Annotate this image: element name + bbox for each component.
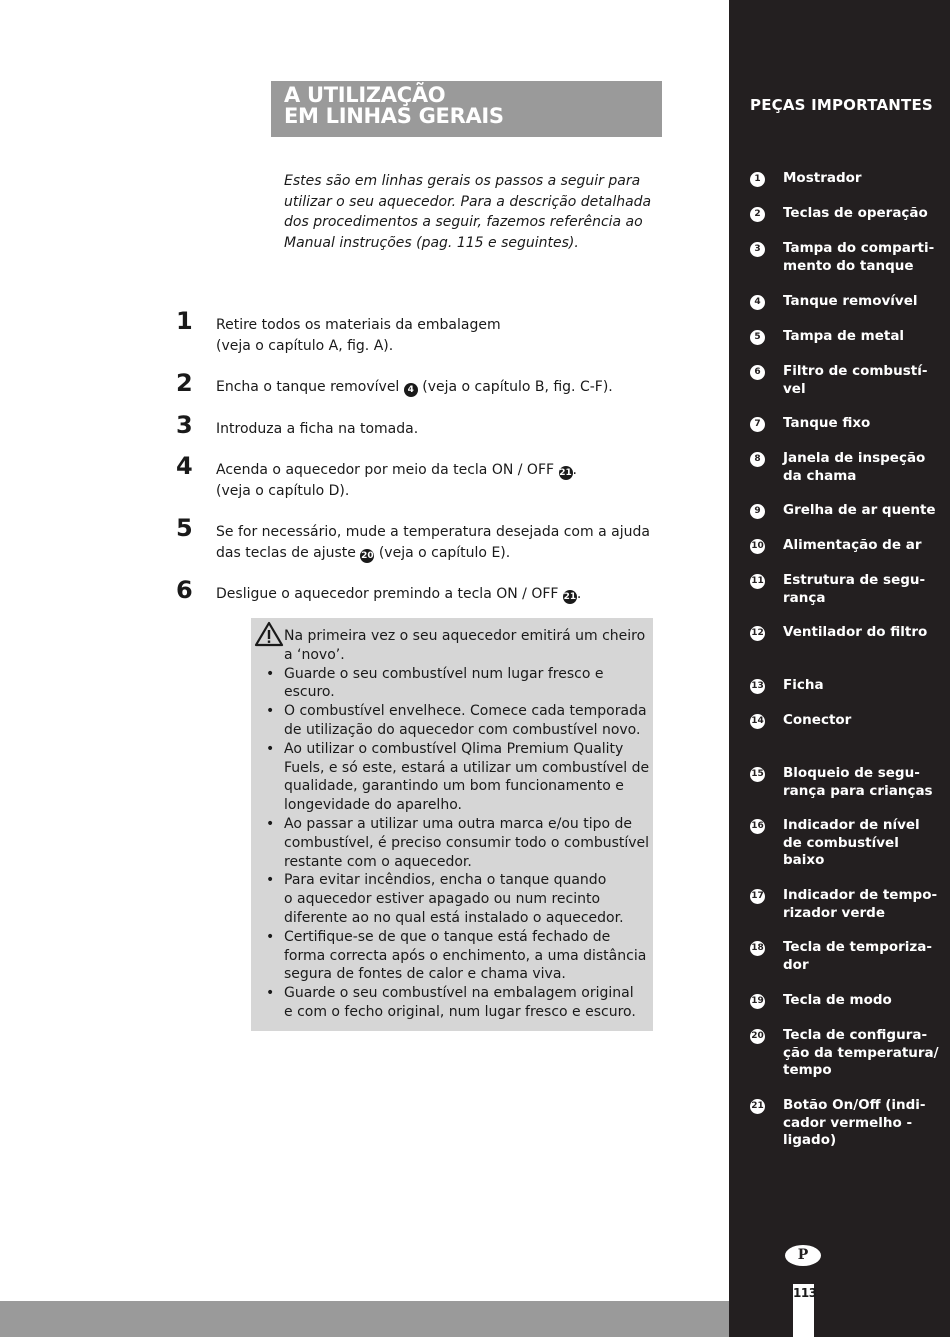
part-number-badge: 9 <box>750 504 765 519</box>
part-number-badge: 16 <box>750 819 765 834</box>
warning-bullet-line: diferente ao no qual está instalado o aquecedor. <box>284 909 624 926</box>
part-label <box>783 992 943 1010</box>
part-label-line: Teclas de operação <box>783 205 928 221</box>
part-reference-badge: 4 <box>404 383 418 397</box>
step-text-segment: Acenda o aquecedor por meio da tecla ON / OFF <box>216 462 555 478</box>
intro-line: dos procedimentos a seguir, fazemos referência ao <box>284 214 643 230</box>
bullet-marker: • <box>266 815 275 832</box>
section-title <box>271 81 662 137</box>
warning-bullet-line: Fuels, e só este, estará a utilizar um combustível de <box>284 759 650 776</box>
warning-bullet-line: de utilização do aquecedor com combustível novo. <box>284 721 641 738</box>
step-text-line: (veja o capítulo D). <box>216 483 350 499</box>
part-reference-badge: 20 <box>361 551 374 561</box>
part-number-badge: 21 <box>750 1099 765 1114</box>
step-text-line <box>216 584 656 605</box>
part-label-line: vel <box>783 380 806 397</box>
bullet-marker: • <box>266 872 275 889</box>
warning-bullet-item <box>263 984 644 1022</box>
warning-bullet-item <box>263 815 650 871</box>
part-label <box>783 363 943 398</box>
part-label <box>783 624 943 642</box>
step-3 <box>0 411 700 463</box>
step-number: 6 <box>176 576 193 604</box>
part-label-line: Conector <box>783 712 852 728</box>
warning-bullet-line: Para evitar incêndios, encha o tanque quando <box>284 872 607 889</box>
part-label <box>783 712 943 730</box>
part-label <box>783 817 943 870</box>
warning-bullet-line: combustível, é preciso consumir todo o combustível <box>284 834 650 851</box>
step-text-segment: Desligue o aquecedor premindo a tecla ON / OFF <box>216 586 559 602</box>
warning-lead-line: a ‘novo’. <box>284 646 345 663</box>
warning-bullet-line: forma correcta após o enchimento, a uma distância <box>284 947 647 964</box>
part-reference-badge: 21 <box>559 468 572 478</box>
part-label <box>783 1097 943 1150</box>
part-number-badge: 6 <box>750 365 765 380</box>
step-text-line <box>216 460 656 481</box>
part-label-line: Botão On/Off (indi- <box>783 1097 926 1113</box>
step-text-line <box>216 377 656 398</box>
bullet-marker: • <box>266 740 275 757</box>
step-text-line: (veja o capítulo A, fig. A). <box>216 338 394 354</box>
sidebar-parts-list <box>729 0 950 1337</box>
part-label-line: Indicador de tempo- <box>783 887 938 903</box>
part-label-line: Tecla de modo <box>783 992 892 1008</box>
step-text-segment: . <box>576 586 582 602</box>
part-label-line: ligado) <box>783 1132 837 1148</box>
warning-bullet-item <box>263 665 644 703</box>
part-reference-badge: 21 <box>563 592 577 602</box>
title-line-2: EM LINHAS GERAIS <box>284 104 504 128</box>
step-text-line <box>216 543 656 564</box>
step-number: 5 <box>176 514 193 542</box>
part-label <box>783 170 943 188</box>
part-label-line: Janela de inspeção <box>783 450 926 466</box>
bullet-marker: • <box>266 928 275 945</box>
part-number-badge: 10 <box>750 539 765 554</box>
part-label-line: cador vermelho - <box>783 1114 913 1131</box>
part-label <box>783 450 943 485</box>
warning-bullet-item <box>263 740 650 815</box>
part-number-badge: 3 <box>750 242 765 257</box>
part-label-line: Tampa do comparti- <box>783 240 935 256</box>
part-label <box>783 572 943 607</box>
step-number: 4 <box>176 452 193 480</box>
part-label-line: ção da temperatura/ <box>783 1044 939 1061</box>
part-label-line: Indicador de nível <box>783 817 920 833</box>
part-number-badge: 18 <box>750 941 765 956</box>
warning-bullet-item <box>263 871 644 927</box>
part-label-line: baixo <box>783 852 825 868</box>
part-label-line: Bloqueio de segu- <box>783 765 920 781</box>
step-text-line: Retire todos os materiais da embalagem <box>216 317 501 333</box>
part-number-badge: 7 <box>750 417 765 432</box>
part-number-badge: 2 <box>750 207 765 222</box>
warning-bullet-line: e com o fecho original, num lugar fresco e escuro. <box>284 1003 636 1020</box>
step-text-line: Se for necessário, mude a temperatura desejada com a ajuda <box>216 524 650 540</box>
part-number-badge: 12 <box>750 626 765 641</box>
intro-line: Estes são em linhas gerais os passos a seguir para <box>284 173 641 189</box>
part-label-line: rizador verde <box>783 904 885 921</box>
part-label-line: mento do tanque <box>783 257 914 274</box>
part-label-line: Tanque fixo <box>783 415 871 431</box>
part-label-line: Ventilador do filtro <box>783 624 928 640</box>
part-label-line: Filtro de combustí- <box>783 363 928 379</box>
part-number-badge: 8 <box>750 452 765 467</box>
part-number-badge: 1 <box>750 172 765 187</box>
part-label-line: dor <box>783 956 809 973</box>
warning-bullet-item <box>263 702 647 740</box>
part-label-line: da chama <box>783 467 857 484</box>
part-label <box>783 677 943 695</box>
intro-line: utilizar o seu aquecedor. Para a descrição detalhada <box>284 193 652 210</box>
warning-lead <box>284 627 644 665</box>
part-label-line: Tecla de configura- <box>783 1027 928 1043</box>
step-number: 2 <box>176 369 193 397</box>
part-label-line: rança <box>783 589 826 606</box>
part-number-badge: 11 <box>750 574 765 589</box>
step-4 <box>0 452 700 504</box>
part-label-line: Tampa de metal <box>783 328 905 344</box>
part-label <box>783 939 943 974</box>
part-label <box>783 415 943 433</box>
step-text <box>216 315 656 357</box>
part-number-badge: 13 <box>750 679 765 694</box>
part-number-badge: 4 <box>750 295 765 310</box>
title-line-1: A UTILIZAÇÃO <box>284 83 446 107</box>
part-label <box>783 765 943 800</box>
intro-paragraph <box>284 171 664 253</box>
part-number-badge: 5 <box>750 330 765 345</box>
bullet-marker: • <box>266 665 275 682</box>
step-5 <box>0 514 700 566</box>
sidebar-heading: PEÇAS IMPORTANTES <box>750 96 933 114</box>
warning-bullet-line: restante com o aquecedor. <box>284 853 472 870</box>
part-label-line: Grelha de ar quente <box>783 502 936 518</box>
step-text-segment: . <box>572 462 577 478</box>
page-number: 113 <box>793 1286 817 1300</box>
warning-bullet-line: Guarde o seu combustível num lugar fresco e <box>284 665 604 682</box>
warning-bullet-line: escuro. <box>284 684 335 701</box>
warning-bullet-line: Certifique-se de que o tanque está fechado de <box>284 928 611 945</box>
warning-bullet-list <box>263 665 650 1022</box>
part-number-badge: 19 <box>750 994 765 1009</box>
part-label <box>783 205 943 223</box>
footer-bar <box>0 1301 729 1337</box>
step-text-segment: (veja o capítulo E). <box>378 545 511 561</box>
step-text <box>216 377 656 398</box>
language-badge: P <box>785 1245 821 1266</box>
warning-bullet-line: o aquecedor estiver apagado ou num recinto <box>284 891 601 908</box>
step-number: 1 <box>176 307 193 335</box>
warning-lead-line: Na primeira vez o seu aquecedor emitirá um cheiro <box>284 628 646 644</box>
warning-bullet-line: longevidade do aparelho. <box>284 797 462 814</box>
part-label <box>783 240 943 275</box>
step-text <box>216 584 656 605</box>
step-number: 3 <box>176 411 193 439</box>
part-number-badge: 20 <box>750 1029 765 1044</box>
part-number-badge: 17 <box>750 889 765 904</box>
part-label <box>783 1027 943 1080</box>
part-label-line: Tecla de temporiza- <box>783 939 933 955</box>
part-label-line: rança para crianças <box>783 782 933 799</box>
intro-line: Manual instruções (pag. 115 e seguintes). <box>284 234 579 251</box>
warning-bullet-line: segura de fontes de calor e chama viva. <box>284 966 566 983</box>
part-label-line: Ficha <box>783 677 824 693</box>
step-text <box>216 419 656 440</box>
part-label-line: Alimentação de ar <box>783 537 922 553</box>
step-text-segment: Encha o tanque removível <box>216 379 400 395</box>
step-text <box>216 460 656 502</box>
part-label-line: Estrutura de segu- <box>783 572 926 588</box>
warning-bullet-line: Ao passar a utilizar uma outra marca e/ou tipo de <box>284 815 633 832</box>
warning-bullet-line: Ao utilizar o combustível Qlima Premium Quality <box>284 740 624 757</box>
bullet-marker: • <box>266 985 275 1002</box>
part-label-line: tempo <box>783 1062 832 1078</box>
part-label-line: Tanque removível <box>783 293 918 309</box>
step-2 <box>0 369 700 421</box>
step-text-segment: (veja o capítulo B, fig. C-F). <box>422 379 613 395</box>
step-text <box>216 522 656 564</box>
warning-triangle-icon <box>254 621 284 647</box>
part-label <box>783 502 943 520</box>
part-label <box>783 328 943 346</box>
warning-bullet-line: qualidade, garantindo um bom funcionamento e <box>284 778 624 795</box>
warning-bullet-line: Guarde o seu combustível na embalagem original <box>284 985 634 1002</box>
warning-bullet-line: O combustível envelhece. Comece cada temporada <box>284 703 647 720</box>
part-label-line: de combustível <box>783 834 899 851</box>
part-label <box>783 293 943 311</box>
step-text-segment: das teclas de ajuste <box>216 545 356 561</box>
step-1 <box>0 307 700 359</box>
part-number-badge: 15 <box>750 767 765 782</box>
bullet-marker: • <box>266 703 275 720</box>
part-label <box>783 537 943 555</box>
warning-box <box>251 618 653 1031</box>
part-label-line: Mostrador <box>783 170 862 186</box>
part-number-badge: 14 <box>750 714 765 729</box>
step-text-line: Introduza a ficha na tomada. <box>216 421 419 437</box>
warning-bullet-item <box>263 928 647 984</box>
part-label <box>783 887 943 922</box>
